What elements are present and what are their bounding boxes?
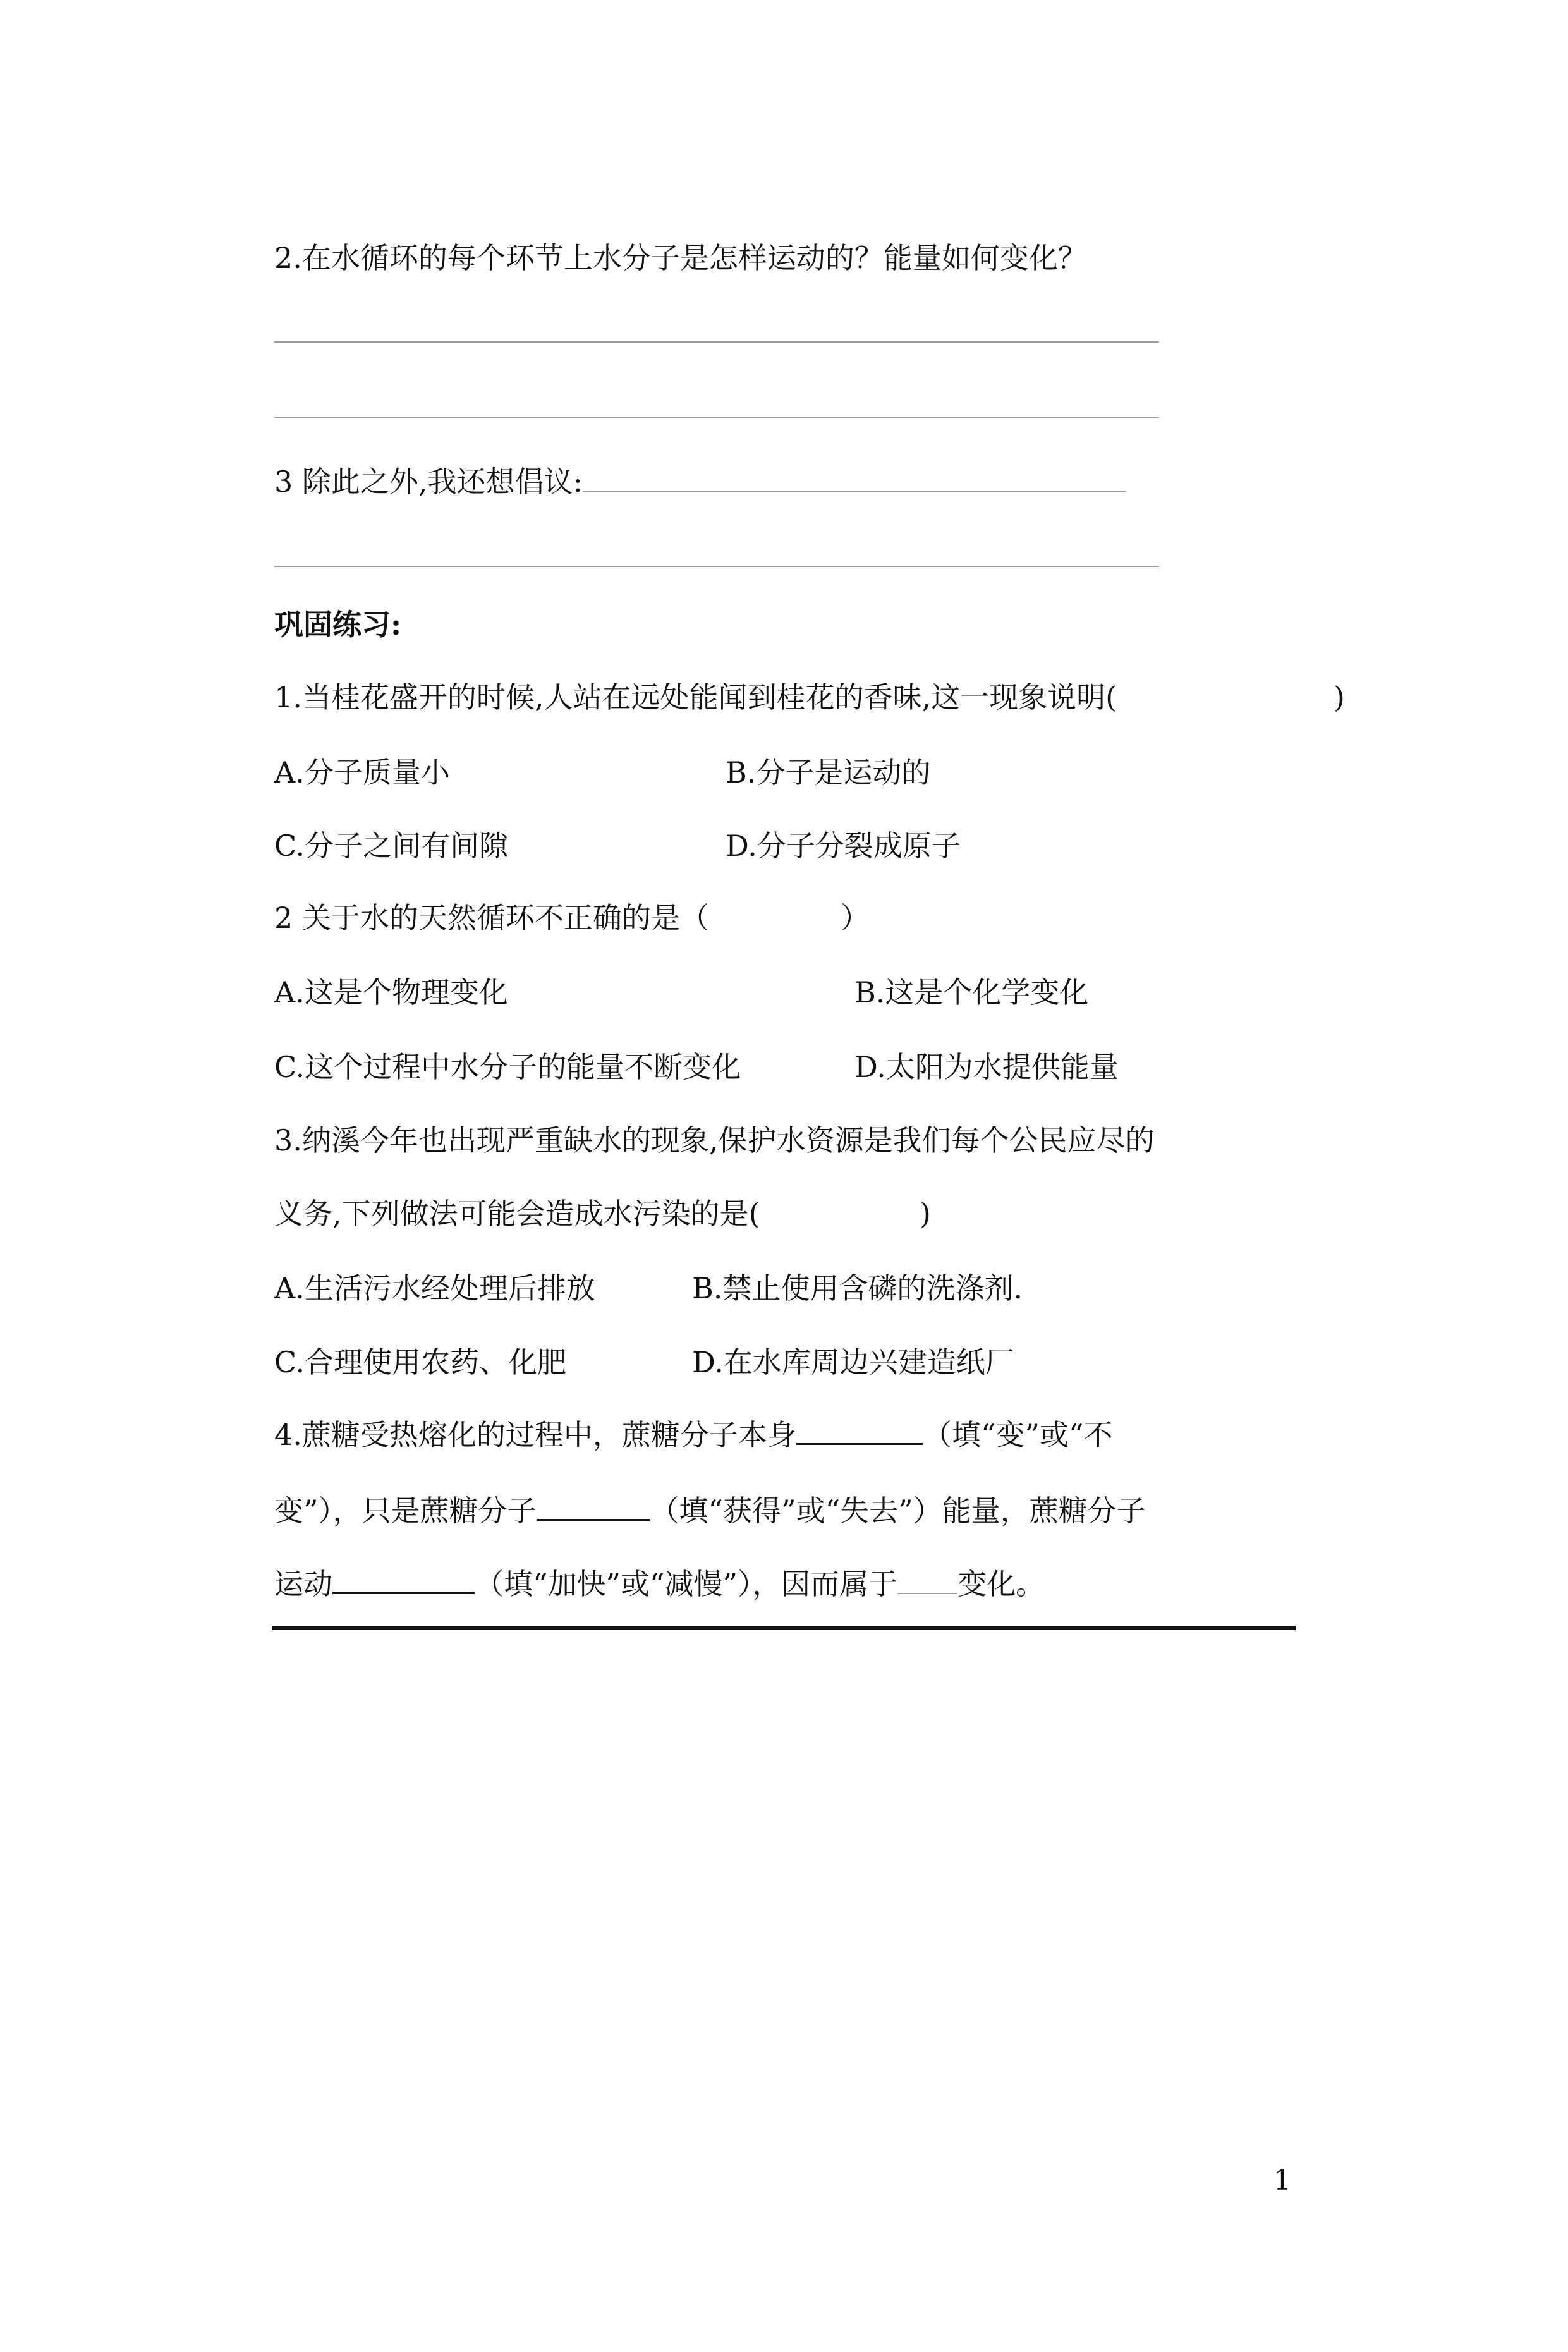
- exercise-4-line-2-text-a: 变”），只是蔗糖分子: [274, 1494, 537, 1528]
- exercise-4-line-3-text-a: 运动: [274, 1567, 332, 1601]
- exercise-4-line-2: [274, 1492, 1146, 1530]
- exercise-2-option-b[interactable]: B.这是个化学变化: [854, 975, 1089, 1009]
- answer-line-3[interactable]: [274, 566, 1159, 567]
- exercise-2-stem: 2 关于水的天然循环不正确的是（: [274, 901, 709, 935]
- blank-energy[interactable]: [537, 1495, 650, 1521]
- exercise-4-line-3-text-c: 变化。: [957, 1567, 1045, 1601]
- exercise-4-line-1-text-b: （填“变”或“不: [922, 1418, 1113, 1452]
- exercise-1-option-b[interactable]: B.分子是运动的: [726, 755, 931, 789]
- exercise-1-close-paren: ): [1334, 680, 1345, 714]
- section-title: 巩固练习:: [274, 607, 401, 642]
- blank-motion-speed[interactable]: [332, 1568, 475, 1594]
- exercise-3-option-c[interactable]: C.合理使用农药、化肥: [274, 1345, 567, 1379]
- exercise-3-option-b[interactable]: B.禁止使用含磷的洗涤剂.: [692, 1271, 1023, 1305]
- exercise-1-stem: 1.当桂花盛开的时候,人站在远处能闻到桂花的香味,这一现象说明(: [274, 680, 1117, 714]
- exercise-3-stem-line-2: 义务,下列做法可能会造成水污染的是(: [274, 1197, 760, 1231]
- exercise-2-option-d[interactable]: D.太阳为水提供能量: [854, 1050, 1119, 1084]
- exercise-4-line-1: [274, 1416, 1112, 1454]
- exercise-1-option-d[interactable]: D.分子分裂成原子: [726, 829, 961, 863]
- exercise-4-line-2-text-b: （填“获得”或“失去”）能量，蔗糖分子: [650, 1494, 1146, 1528]
- exercise-4-line-3: [274, 1565, 1045, 1603]
- exercise-4-line-1-text-a: 4.蔗糖受热熔化的过程中，蔗糖分子本身: [274, 1418, 796, 1452]
- question-3-text: [274, 463, 1126, 501]
- exercise-1-option-c[interactable]: C.分子之间有间隙: [274, 829, 509, 863]
- proposal-blank[interactable]: [583, 466, 1126, 492]
- blank-change-type[interactable]: [897, 1569, 957, 1594]
- exercise-1-option-a[interactable]: A.分子质量小: [274, 755, 450, 789]
- question-2-text: 2.在水循环的每个环节上水分子是怎样运动的？能量如何变化？: [274, 241, 1087, 275]
- blank-self-change[interactable]: [796, 1419, 923, 1445]
- question-3-label: 3 除此之外,我还想倡议:: [274, 465, 583, 499]
- page-number: 1: [1273, 2164, 1291, 2197]
- exercise-2-close-paren: ）: [841, 901, 870, 935]
- exercise-3-option-a[interactable]: A.生活污水经处理后排放: [274, 1271, 595, 1305]
- answer-line-1[interactable]: [274, 341, 1159, 343]
- exercise-4-line-3-text-b: （填“加快”或“减慢”），因而属于: [475, 1567, 898, 1601]
- exercise-2-option-a[interactable]: A.这是个物理变化: [274, 975, 508, 1009]
- exercise-3-option-d[interactable]: D.在水库周边兴建造纸厂: [692, 1345, 1014, 1379]
- exercise-3-close-paren: ): [920, 1197, 931, 1231]
- section-divider: [272, 1626, 1296, 1630]
- exercise-3-stem-line-1: 3.纳溪今年也出现严重缺水的现象,保护水资源是我们每个公民应尽的: [274, 1123, 1155, 1157]
- exercise-2-option-c[interactable]: C.这个过程中水分子的能量不断变化: [274, 1050, 741, 1084]
- answer-line-2[interactable]: [274, 417, 1159, 418]
